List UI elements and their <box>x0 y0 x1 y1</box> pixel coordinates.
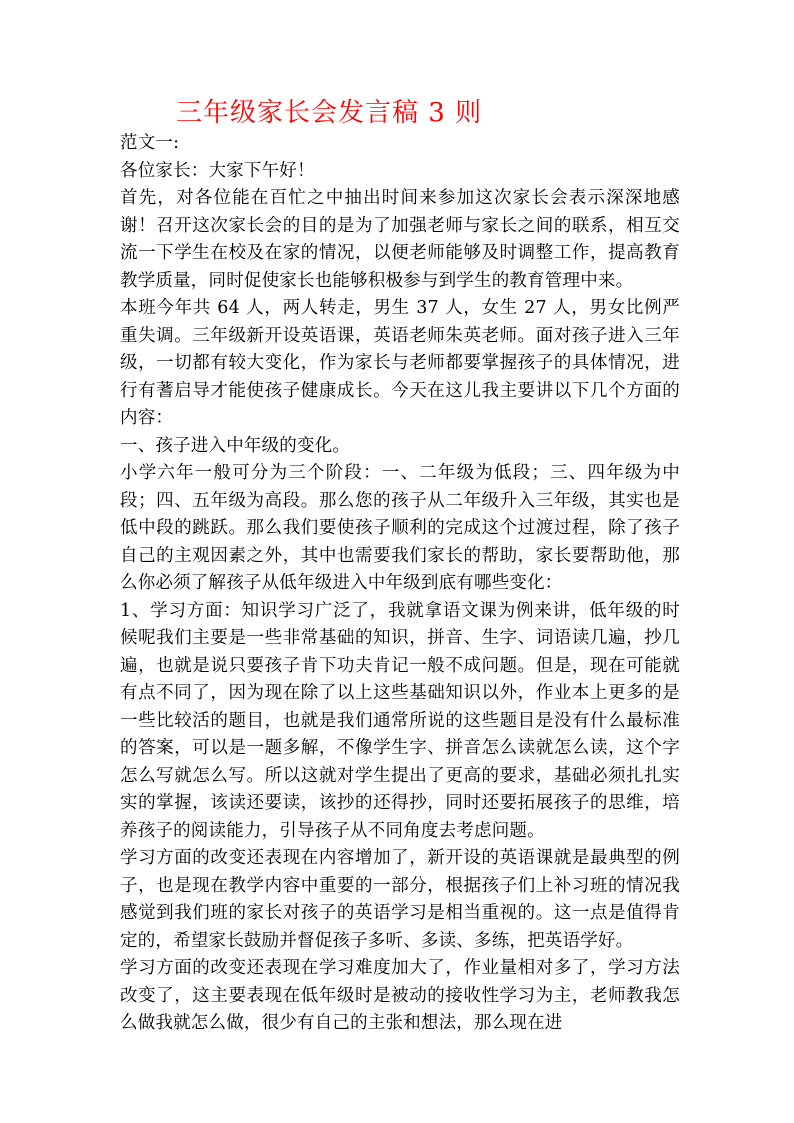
document-title: 三年级家长会发言稿 3 则 <box>176 98 483 128</box>
paragraph: 学习方面的改变还表现在学习难度加大了，作业量相对多了，学习方法改变了，这主要表现在低年级时是被动的接收性学习为主，老师教我怎么做我就怎么做，很少有自己的主张和想法，那么现在进 <box>120 958 680 1033</box>
paragraph: 首先，对各位能在百忙之中抽出时间来参加这次家长会表示深深地感谢！召开这次家长会的目的是为了加强老师与家长之间的联系，相互交流一下学生在校及在家的情况，以便老师能够及时调整工作，提高教育教学质量，同时促使家长也能够积极参与到学生的教育管理中来。 <box>120 188 680 291</box>
salutation-heading: 范文一: <box>120 133 180 153</box>
paragraph: 小学六年一般可分为三个阶段：一、二年级为低段；三、四年级为中段；四、五年级为高段。那么您的孩子从二年级升入三年级，其实也是低中段的跳跃。那么我们要使孩子顺利的完成这个过渡过程，除了孩子自己的主观因素之外，其中也需要我们家长的帮助，家长要帮助他，那么你必须了解孩子从低年级进入中年级到底有哪些变化： <box>120 463 680 593</box>
greeting: 各位家长：大家下午好！ <box>120 160 315 181</box>
document-body <box>120 130 680 1038</box>
paragraph: 学习方面的改变还表现在内容增加了，新开设的英语课就是最典型的例子，也是现在教学内容中重要的一部分，根据孩子们上补习班的情况我感觉到我们班的家长对孩子的英语学习是相当重视的。这一点是值得肯定的，希望家长鼓励并督促孩子多听、多读、多练，把英语学好。 <box>120 848 680 951</box>
section-heading: 一、孩子进入中年级的变化。 <box>120 435 351 456</box>
paragraph: 1、学习方面：知识学习广泛了，我就拿语文课为例来讲，低年级的时候呢我们主要是一些非常基础的知识，拼音、生字、词语读几遍，抄几遍，也就是说只要孩子肯下功夫肯记一般不成问题。但是，现在可能就有点不同了，因为现在除了以上这些基础知识以外，作业本上更多的是一些比较活的题目，也就是我们通常所说的这些题目是没有什么最标准的答案，可以是一题多解，不像学生字、拼音怎么读就怎么读，这个字怎么写就怎么写。所以这就对学生提出了更高的要求，基础必须扎扎实实的掌握，该读还要读，该抄的还得抄，同时还要拓展孩子的思维，培养孩子的阅读能力，引导孩子从不同角度去考虑问题。 <box>120 600 680 841</box>
paragraph: 本班今年共 64 人，两人转走，男生 37 人，女生 27 人，男女比例严重失调。三年级新开设英语课，英语老师朱英老师。面对孩子进入三年级，一切都有较大变化，作为家长与老师都要掌握孩子的具体情况，进行有蓍启导才能使孩子健康成长。今天在这儿我主要讲以下几个方面的内容： <box>120 298 680 428</box>
